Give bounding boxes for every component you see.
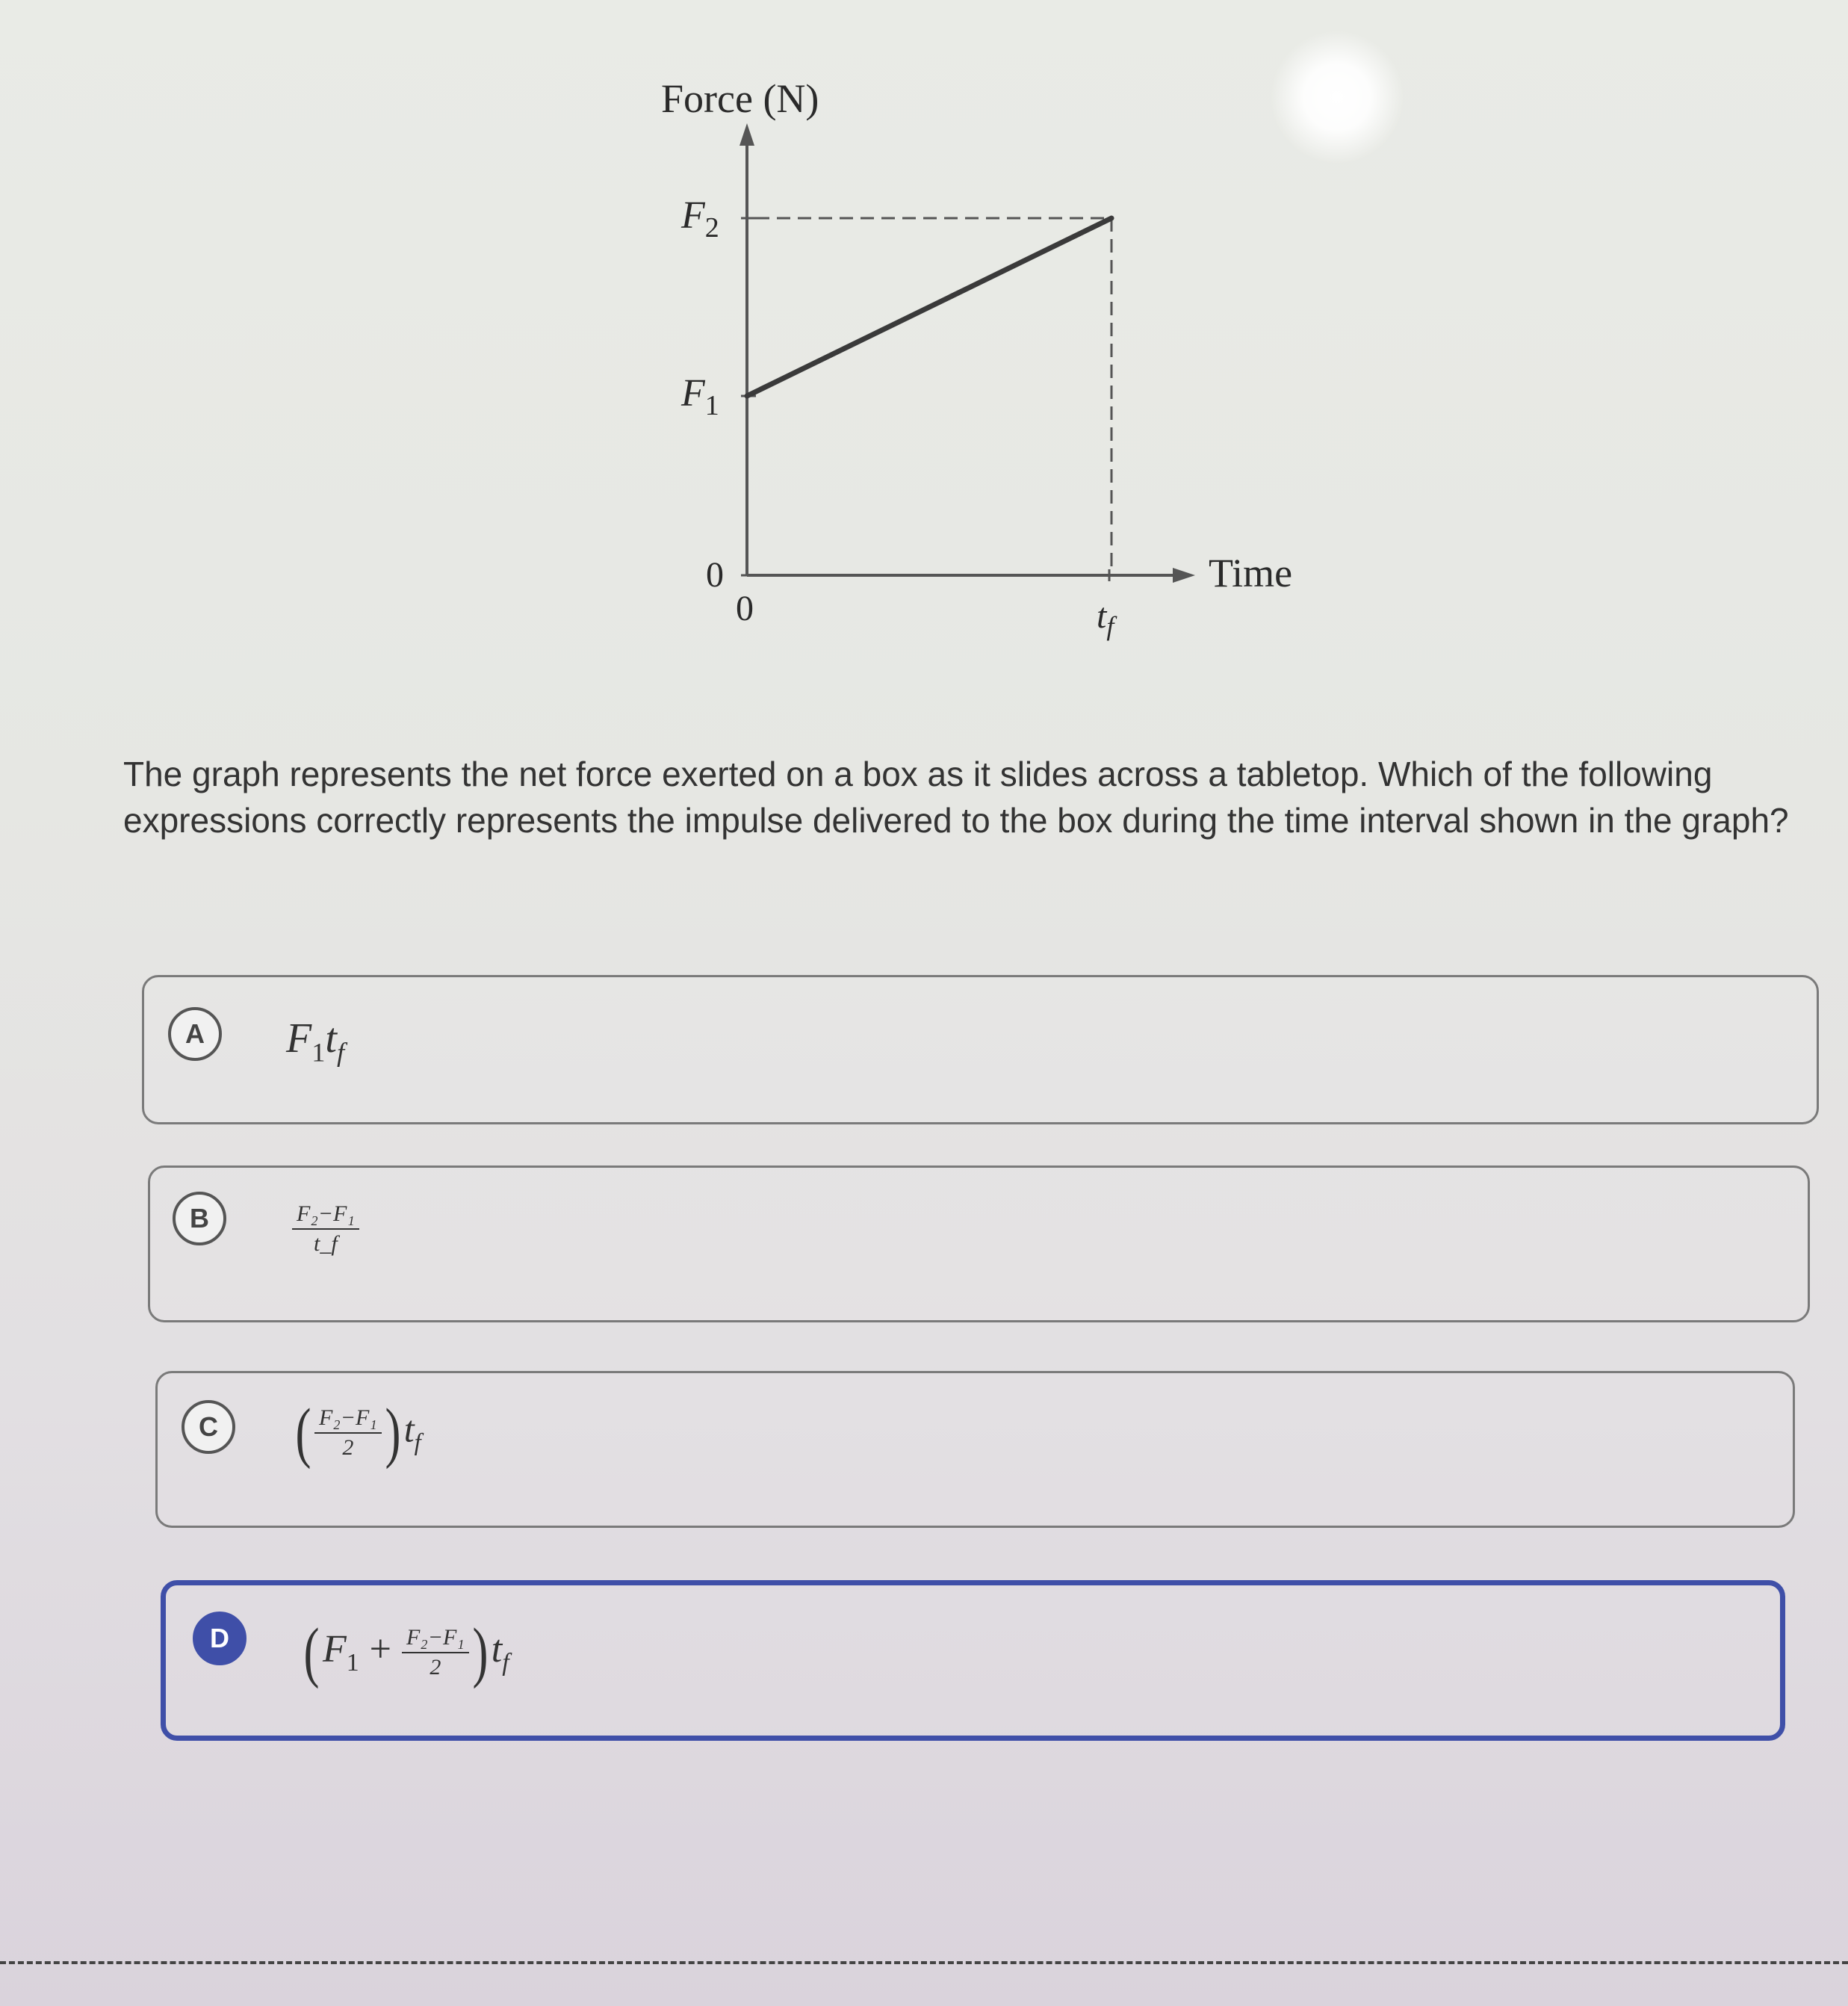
question-prompt: The graph represents the net force exerted on a box as it slides across a tabletop. Which of the following expressions correctly represents the impulse delivered to the box during the time interval shown in the graph? xyxy=(123,755,1789,840)
option-d-fraction xyxy=(402,1625,469,1680)
option-b-expression xyxy=(292,1201,359,1257)
symbol-t: t xyxy=(403,1408,415,1450)
option-c-expression xyxy=(292,1396,421,1470)
fraction-numerator: F₂−F₁ xyxy=(314,1405,382,1434)
x-tick-label-zero: 0 xyxy=(736,589,754,628)
fraction-denominator: 2 xyxy=(430,1655,441,1680)
plus-sign: + xyxy=(369,1627,391,1671)
left-paren: ( xyxy=(303,1615,320,1689)
option-letter-c: C xyxy=(182,1400,235,1454)
symbol-t: t xyxy=(325,1015,337,1062)
fraction-numerator: F₂−F₁ xyxy=(402,1625,469,1653)
answer-option-d[interactable] xyxy=(161,1580,1785,1741)
answer-option-a[interactable] xyxy=(142,975,1819,1124)
y-tick-label-f2: $F_2$ xyxy=(681,194,719,244)
subscript-f: f xyxy=(502,1648,509,1677)
option-letter-d: D xyxy=(193,1612,246,1665)
page-divider xyxy=(0,1961,1848,1964)
subscript-f: f xyxy=(414,1428,421,1456)
option-letter-b: B xyxy=(173,1192,226,1245)
option-letter-a: A xyxy=(168,1007,222,1061)
subscript-1: 1 xyxy=(311,1037,326,1068)
option-c-fraction xyxy=(314,1405,382,1461)
symbol-f: F xyxy=(286,1015,312,1062)
right-paren: ) xyxy=(385,1396,401,1470)
y-tick-label-f1: $F_1$ xyxy=(681,372,719,421)
force-line-series xyxy=(747,218,1111,396)
x-axis-title: Time xyxy=(1209,551,1293,595)
option-b-fraction xyxy=(292,1201,359,1257)
force-time-graph xyxy=(627,60,1322,657)
subscript-f: f xyxy=(336,1037,345,1068)
y-axis-arrow xyxy=(739,123,754,146)
subscript-1: 1 xyxy=(346,1648,359,1677)
fraction-denominator: 2 xyxy=(342,1435,354,1460)
answer-option-c[interactable] xyxy=(155,1371,1795,1528)
left-paren: ( xyxy=(295,1396,311,1470)
force-time-chart-svg xyxy=(627,60,1322,657)
right-paren: ) xyxy=(472,1615,489,1689)
option-a-expression xyxy=(286,1015,344,1068)
option-d-expression xyxy=(300,1615,509,1689)
y-axis-title: Force (N) xyxy=(661,76,819,121)
symbol-t: t xyxy=(491,1627,503,1671)
x-tick-label-tf: $t_f$ xyxy=(1097,596,1114,641)
symbol-f: F xyxy=(322,1627,347,1671)
y-tick-label-zero: 0 xyxy=(706,555,724,595)
fraction-numerator: F₂−F₁ xyxy=(292,1201,359,1230)
x-axis-arrow xyxy=(1173,568,1195,583)
fraction-denominator: t_f xyxy=(314,1231,338,1256)
answer-option-b[interactable] xyxy=(148,1165,1810,1322)
